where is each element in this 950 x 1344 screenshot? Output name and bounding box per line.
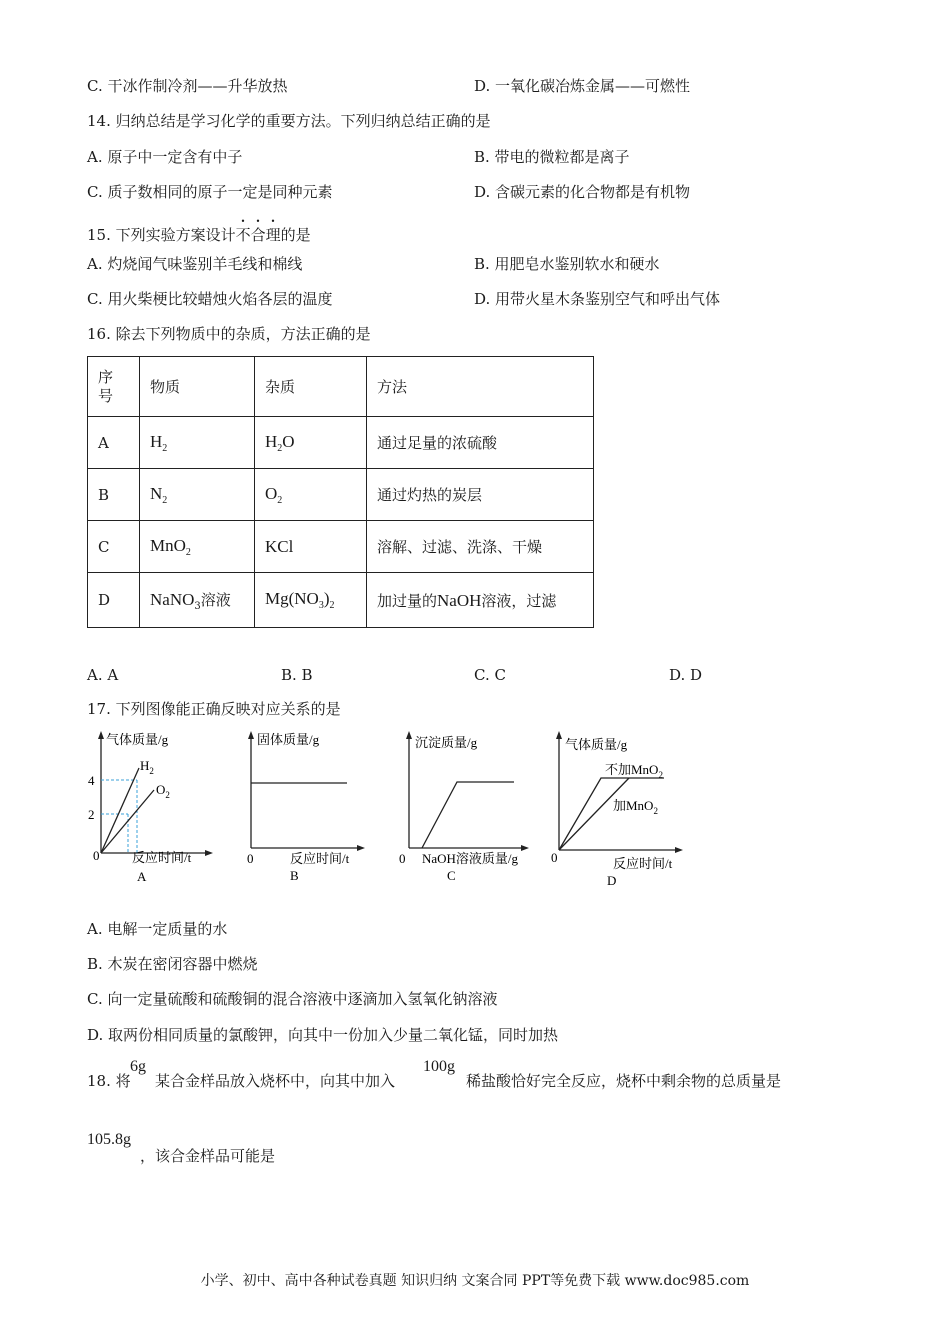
q14-option-c: C. 质子数相同的原子一定是同种元素	[87, 183, 333, 201]
table-row	[88, 521, 594, 573]
q17-stem: 17. 下列图像能正确反映对应关系的是	[87, 700, 341, 718]
graph-d-line-no-mno2: 不加MnO$_2$	[605, 762, 663, 780]
graph-c-xlabel: NaOH溶液质量/g	[422, 851, 519, 866]
graph-a-line-o2: $O_2$	[156, 782, 170, 800]
q18-part-1: 18. 将	[87, 1072, 131, 1090]
substance-cell: MnO$_2$	[140, 521, 255, 573]
row-id: C	[88, 521, 140, 573]
impurity-cell: $Mg(NO_3)_2$	[255, 573, 367, 628]
q18-part-2: 某合金样品放入烧杯中，向其中加入	[155, 1072, 396, 1090]
impurity-cell: $O_2$	[255, 469, 367, 521]
substance-cell: $N_2$	[140, 469, 255, 521]
q16-answer-b: B. B	[281, 666, 313, 684]
q18-part-4: ，该合金样品可能是	[140, 1147, 276, 1165]
header-substance: 物质	[140, 357, 255, 417]
substance-cell: $H_2$	[140, 417, 255, 469]
q14-option-a: A. 原子中一定含有中子	[87, 148, 243, 166]
graph-a-line-h2: $H_2$	[140, 758, 154, 776]
q18-part-3: 稀盐酸恰好完全反应，烧杯中剩余物的总质量是	[466, 1072, 782, 1090]
q15-stem-pre: 15. 下列实验方案设计	[87, 226, 236, 244]
q15-option-c: C. 用火柴梗比较蜡烛火焰各层的温度	[87, 290, 333, 308]
graph-b	[239, 728, 369, 888]
method-cell: 加过量的NaOH溶液，过滤	[367, 573, 594, 628]
graph-d	[549, 728, 689, 893]
q15-option-a: A. 灼烧闻气味鉴别羊毛线和棉线	[87, 255, 303, 273]
graph-d-line-mno2: 加MnO$_2$	[613, 798, 658, 816]
q16-answer-a: A. A	[87, 666, 119, 684]
row-id: D	[88, 573, 140, 628]
method-cell: 通过足量的浓硫酸	[367, 417, 594, 469]
header-impurity: 杂质	[255, 357, 367, 417]
graph-c-ylabel: 沉淀质量/g	[415, 735, 478, 750]
method-cell: 通过灼热的炭层	[367, 469, 594, 521]
header-index: 序号	[88, 357, 140, 417]
graph-c	[397, 728, 537, 888]
graph-d-xlabel: 反应时间/t	[613, 856, 673, 871]
q18-mass-sample: 6g	[130, 1058, 146, 1075]
graph-b-ylabel: 固体质量/g	[257, 732, 320, 747]
q18-mass-total: 105.8g	[87, 1131, 131, 1148]
q15-stem-emphasis: 不合理	[235, 226, 281, 244]
q14-option-b: B. 带电的微粒都是离子	[474, 148, 630, 166]
header-method: 方法	[367, 357, 594, 417]
row-id: B	[88, 469, 140, 521]
q13-option-d: D. 一氧化碳冶炼金属——可燃性	[474, 77, 691, 95]
page-footer: 小学、初中、高中各种试卷真题 知识归纳 文案合同 PPT等免费下载 www.doc985.com	[200, 1273, 750, 1289]
q16-answer-c: C. C	[474, 666, 506, 684]
table-row	[88, 573, 594, 628]
q15-stem-post: 的是	[280, 226, 311, 244]
substance-cell: NaNO$_3$溶液	[140, 573, 255, 628]
q17-option-c: C. 向一定量硫酸和硫酸铜的混合溶液中逐滴加入氢氧化钠溶液	[87, 990, 498, 1008]
q18-mass-acid: 100g	[423, 1058, 455, 1075]
q14-stem: 14. 归纳总结是学习化学的重要方法。下列归纳总结正确的是	[87, 112, 491, 130]
q16-table	[87, 356, 594, 628]
graph-c-origin: 0	[399, 851, 406, 866]
q17-option-d: D. 取两份相同质量的氯酸钾，向其中一份加入少量二氧化锰，同时加热	[87, 1026, 559, 1044]
graph-c-letter: C	[447, 868, 456, 883]
graph-a	[84, 728, 214, 888]
graph-a-tick-2: 2	[88, 807, 95, 822]
q14-option-d: D. 含碳元素的化合物都是有机物	[474, 183, 691, 201]
q17-option-a: A. 电解一定质量的水	[87, 920, 228, 938]
q17-option-b: B. 木炭在密闭容器中燃烧	[87, 955, 258, 973]
q15-stem	[87, 217, 311, 245]
graph-b-letter: B	[290, 868, 299, 883]
graph-a-xlabel: 反应时间/t	[132, 850, 192, 865]
row-id: A	[88, 417, 140, 469]
impurity-cell: $H_2O$	[255, 417, 367, 469]
graph-a-letter: A	[137, 869, 147, 884]
graph-d-letter: D	[607, 873, 617, 888]
q15-option-d: D. 用带火星木条鉴别空气和呼出气体	[474, 290, 721, 308]
table-row	[88, 417, 594, 469]
q16-stem: 16. 除去下列物质中的杂质，方法正确的是	[87, 325, 371, 343]
q15-option-b: B. 用肥皂水鉴别软水和硬水	[474, 255, 660, 273]
graph-a-ylabel: 气体质量/g	[106, 732, 169, 747]
impurity-cell: KCl	[255, 521, 367, 573]
method-cell: 溶解、过滤、洗涤、干燥	[367, 521, 594, 573]
graph-d-ylabel: 气体质量/g	[565, 737, 628, 752]
table-header-row	[88, 357, 594, 417]
graph-a-origin: 0	[93, 848, 100, 863]
q16-answer-d: D. D	[669, 666, 703, 684]
graph-b-origin: 0	[247, 851, 254, 866]
graph-d-origin: 0	[551, 850, 558, 865]
graph-a-tick-4: 4	[88, 773, 95, 788]
q13-option-c: C. 干冰作制冷剂——升华放热	[87, 77, 288, 95]
graph-b-xlabel: 反应时间/t	[290, 851, 350, 866]
table-row	[88, 469, 594, 521]
